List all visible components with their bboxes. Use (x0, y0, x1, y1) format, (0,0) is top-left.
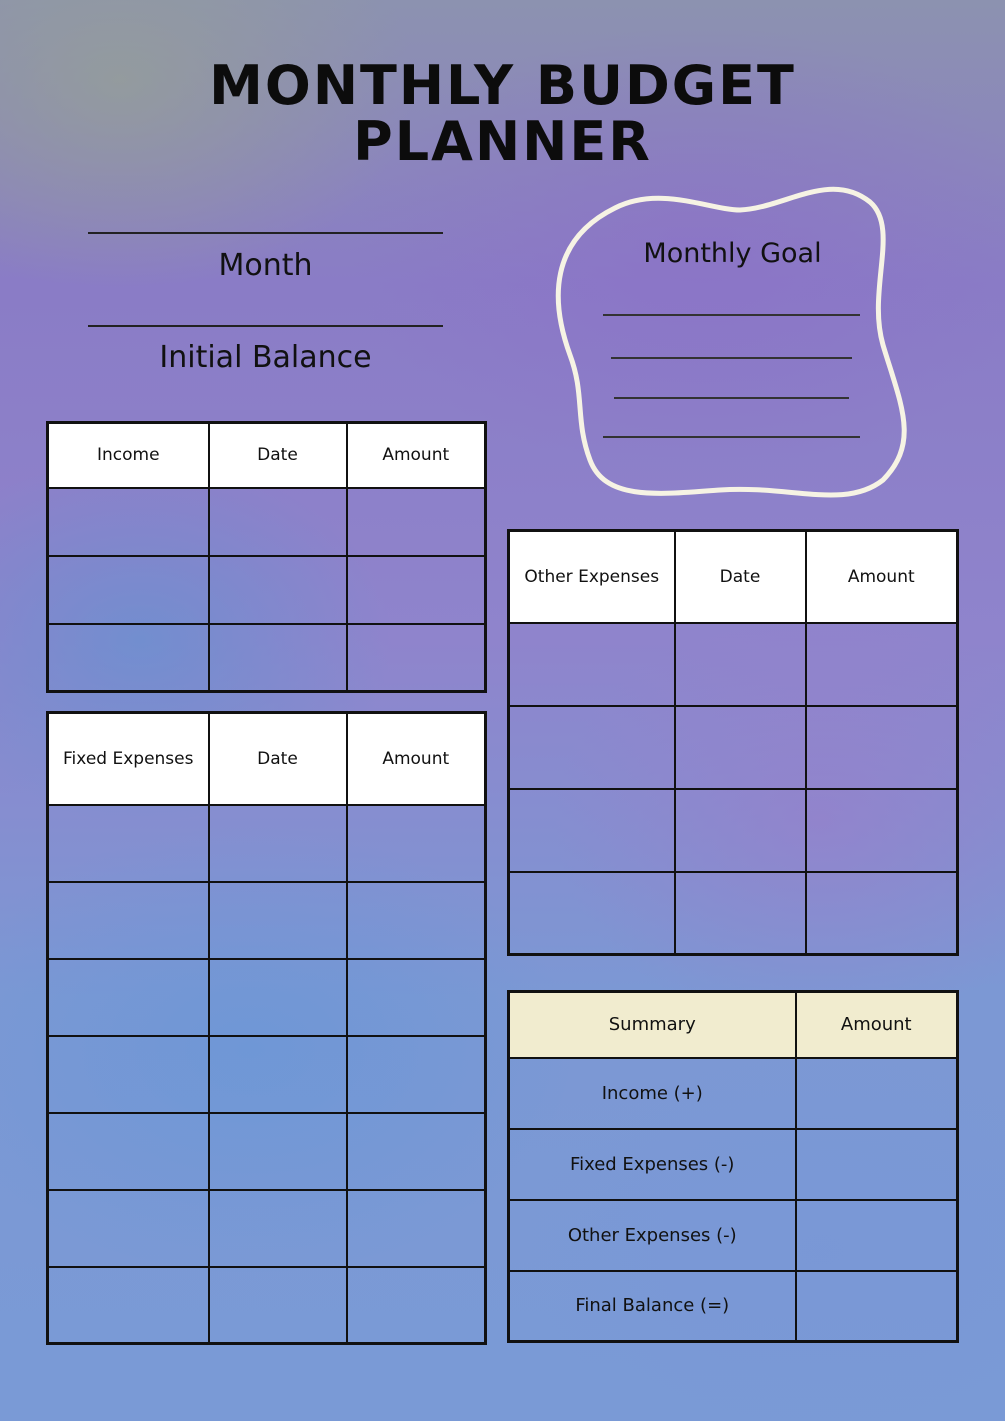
table-cell[interactable] (209, 624, 347, 692)
table-cell[interactable] (48, 1190, 209, 1267)
table-cell[interactable] (48, 1113, 209, 1190)
monthly-goal-frame (545, 180, 915, 515)
amount-header: Amount (347, 713, 486, 805)
table-cell[interactable] (675, 872, 806, 955)
table-cell[interactable] (209, 1267, 347, 1344)
fixed-expenses-table (46, 711, 487, 1345)
table-cell[interactable] (347, 488, 486, 556)
initial-balance-write-line[interactable] (88, 325, 443, 327)
table-cell[interactable] (209, 556, 347, 624)
table-cell[interactable] (48, 624, 209, 692)
summary-row-other-expenses: Other Expenses (-) (509, 1200, 796, 1271)
table-cell[interactable] (48, 556, 209, 624)
page-title-line-2: PLANNER (353, 110, 652, 173)
summary-table (507, 990, 959, 1343)
table-cell[interactable] (509, 789, 675, 872)
page-title-line-1: MONTHLY BUDGET (209, 54, 796, 117)
table-cell[interactable] (209, 1113, 347, 1190)
goal-write-line-2[interactable] (611, 357, 852, 359)
table-cell[interactable] (509, 706, 675, 789)
table-cell[interactable] (806, 789, 958, 872)
date-header: Date (209, 423, 347, 488)
goal-write-line-4[interactable] (603, 436, 860, 438)
amount-header: Amount (347, 423, 486, 488)
amount-header: Amount (806, 531, 958, 623)
table-cell[interactable] (209, 488, 347, 556)
income-table (46, 421, 487, 693)
table-cell[interactable] (675, 706, 806, 789)
table-cell[interactable] (347, 1267, 486, 1344)
date-header: Date (209, 713, 347, 805)
amount-header: Amount (796, 992, 958, 1058)
summary-amount-other-expenses[interactable] (796, 1200, 958, 1271)
table-cell[interactable] (48, 959, 209, 1036)
date-header: Date (675, 531, 806, 623)
fixed-expenses-header: Fixed Expenses (48, 713, 209, 805)
table-cell[interactable] (675, 789, 806, 872)
summary-row-fixed-expenses: Fixed Expenses (-) (509, 1129, 796, 1200)
table-cell[interactable] (48, 805, 209, 882)
table-cell[interactable] (509, 872, 675, 955)
other-expenses-table (507, 529, 959, 956)
table-cell[interactable] (209, 959, 347, 1036)
table-cell[interactable] (509, 623, 675, 706)
table-cell[interactable] (209, 882, 347, 959)
income-header: Income (48, 423, 209, 488)
table-cell[interactable] (48, 882, 209, 959)
table-cell[interactable] (347, 1113, 486, 1190)
table-cell[interactable] (209, 805, 347, 882)
table-cell[interactable] (347, 1190, 486, 1267)
table-cell[interactable] (675, 623, 806, 706)
summary-amount-fixed-expenses[interactable] (796, 1129, 958, 1200)
table-cell[interactable] (806, 623, 958, 706)
table-cell[interactable] (806, 872, 958, 955)
goal-write-line-1[interactable] (603, 314, 860, 316)
table-cell[interactable] (347, 882, 486, 959)
page-title (0, 54, 1005, 173)
table-cell[interactable] (48, 488, 209, 556)
table-cell[interactable] (347, 556, 486, 624)
table-cell[interactable] (48, 1036, 209, 1113)
monthly-goal-title: Monthly Goal (643, 238, 822, 269)
table-cell[interactable] (209, 1036, 347, 1113)
summary-row-income: Income (+) (509, 1058, 796, 1129)
table-cell[interactable] (347, 624, 486, 692)
goal-write-line-3[interactable] (614, 397, 849, 399)
month-write-line[interactable] (88, 232, 443, 234)
table-cell[interactable] (347, 805, 486, 882)
initial-balance-label: Initial Balance (159, 340, 372, 375)
table-cell[interactable] (347, 1036, 486, 1113)
summary-header: Summary (509, 992, 796, 1058)
other-expenses-header: Other Expenses (509, 531, 675, 623)
table-cell[interactable] (48, 1267, 209, 1344)
month-label: Month (218, 248, 313, 283)
summary-row-final-balance: Final Balance (=) (509, 1271, 796, 1342)
summary-amount-income[interactable] (796, 1058, 958, 1129)
table-cell[interactable] (347, 959, 486, 1036)
summary-amount-final-balance[interactable] (796, 1271, 958, 1342)
table-cell[interactable] (209, 1190, 347, 1267)
table-cell[interactable] (806, 706, 958, 789)
